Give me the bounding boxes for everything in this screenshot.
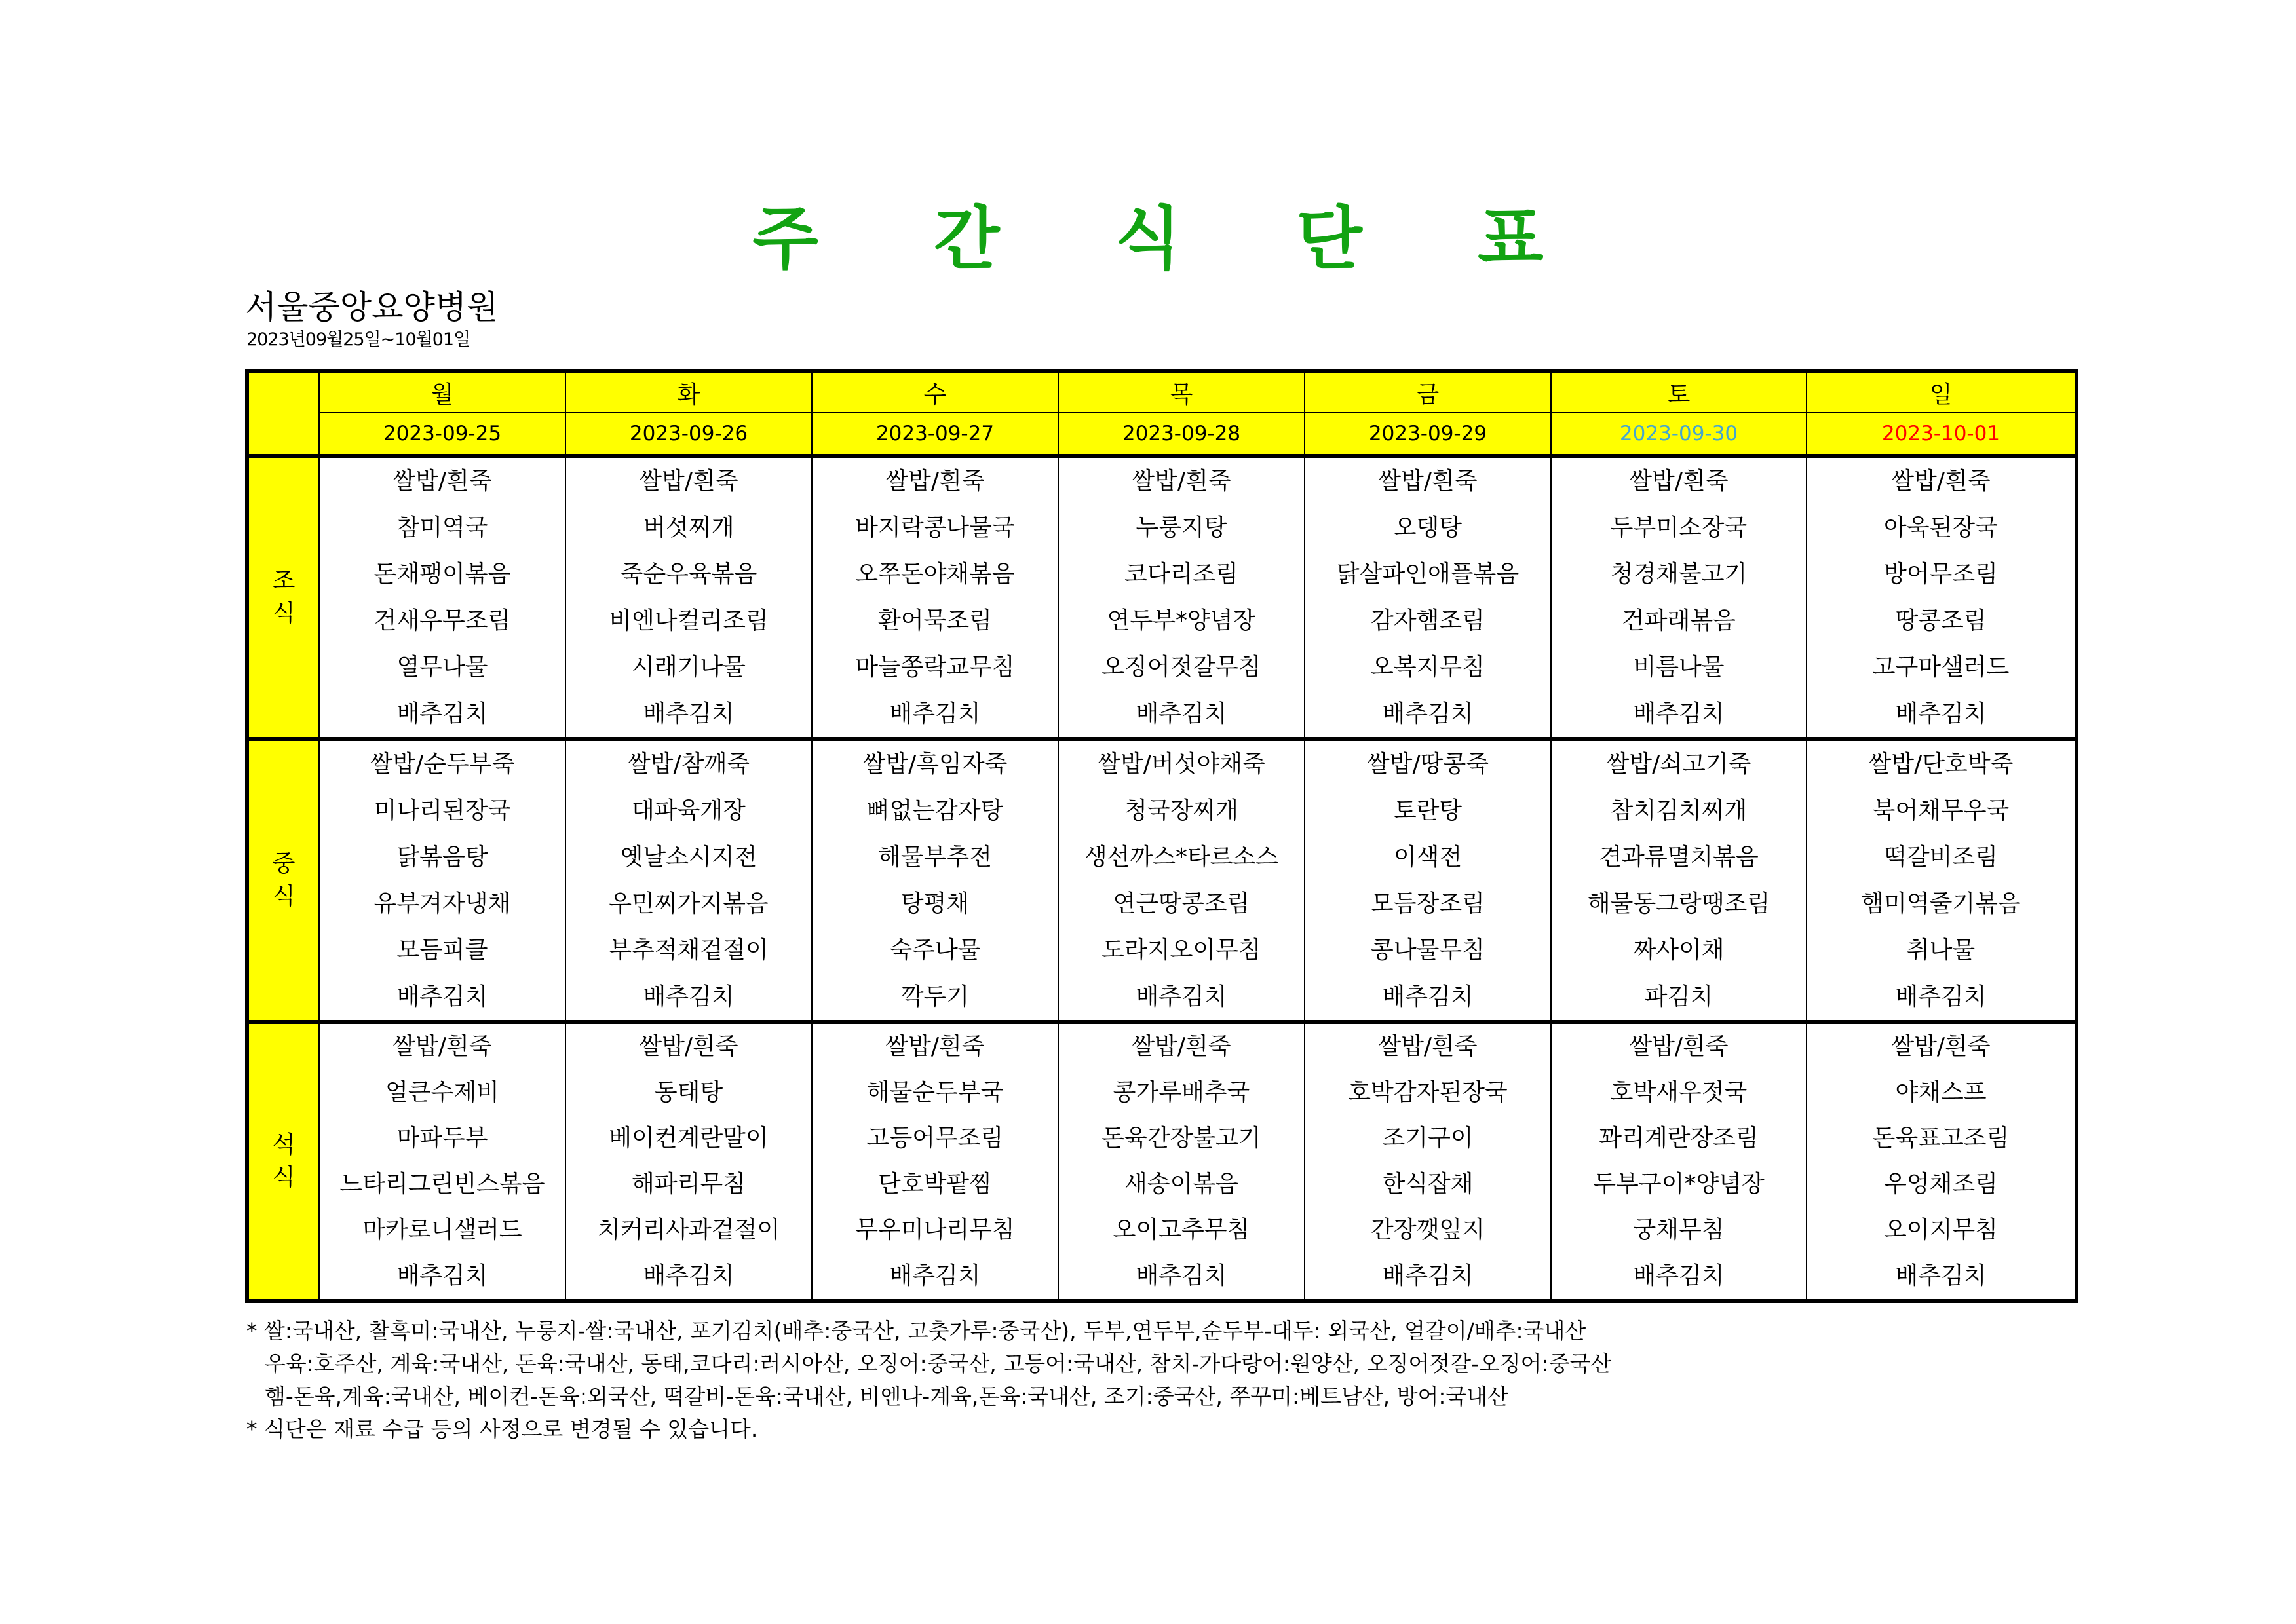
menu-cell xyxy=(319,739,565,1022)
menu-item: 쌀밥/흰죽 xyxy=(392,467,492,495)
menu-item: 버섯찌개 xyxy=(643,514,735,541)
menu-item: 동태탕 xyxy=(654,1079,723,1106)
note-line: * 식단은 재료 수급 등의 사정으로 변경될 수 있습니다. xyxy=(246,1416,758,1442)
meal-label-breakfast xyxy=(247,456,319,739)
menu-cell xyxy=(1305,1022,1551,1301)
menu-item: 쌀밥/흰죽 xyxy=(885,467,985,495)
menu-item: 배추김치 xyxy=(396,983,488,1010)
menu-item: 마파두부 xyxy=(396,1125,488,1152)
menu-item: 쌀밥/순두부죽 xyxy=(370,750,515,778)
menu-cell xyxy=(1807,739,2076,1022)
menu-item: 모듬피클 xyxy=(396,936,488,964)
menu-cell xyxy=(565,1022,812,1301)
date-mon: 2023-09-25 xyxy=(319,413,565,456)
menu-cell xyxy=(1058,456,1305,739)
date-sat: 2023-09-30 xyxy=(1551,413,1807,456)
menu-cell xyxy=(565,739,812,1022)
menu-item: 배추김치 xyxy=(1382,983,1474,1010)
menu-cell xyxy=(812,1022,1058,1301)
date-tue: 2023-09-26 xyxy=(565,413,812,456)
menu-item: 탕평채 xyxy=(900,890,970,917)
menu-item: 마늘쫑락교무침 xyxy=(855,653,1015,681)
meal-row-breakfast xyxy=(247,456,2076,739)
menu-item: 오이고추무침 xyxy=(1113,1217,1250,1243)
menu-item: 닭볶음탕 xyxy=(396,843,488,871)
menu-item: 쌀밥/땅콩죽 xyxy=(1366,750,1489,778)
menu-item: 견과류멸치볶음 xyxy=(1599,843,1759,871)
menu-item: 우엉채조림 xyxy=(1884,1171,1998,1198)
note-line: * 쌀:국내산, 찰흑미:국내산, 누룽지-쌀:국내산, 포기김치(배추:중국산, 고춧가루:중국산), 두부,연두부,순두부-대두: 외국산, 얼갈이/배추:국내산 xyxy=(246,1318,1586,1344)
menu-item: 배추김치 xyxy=(889,700,981,727)
meal-label-char: 식 xyxy=(272,1164,296,1191)
menu-item: 배추김치 xyxy=(1136,983,1227,1010)
menu-item: 돈채팽이볶음 xyxy=(373,560,511,588)
note-line: 우육:호주산, 계육:국내산, 돈육:국내산, 동태,코다리:러시아산, 오징어:중국산, 고등어:국내산, 참치-가다랑어:원양산, 오징어젓갈-오징어:중국산 xyxy=(265,1351,1612,1376)
menu-item: 참미역국 xyxy=(396,514,488,541)
menu-item: 해파리무침 xyxy=(632,1171,746,1198)
menu-item: 배추김치 xyxy=(1895,700,1987,727)
menu-item: 쌀밥/흰죽 xyxy=(1891,1033,1991,1060)
menu-item: 토란탕 xyxy=(1393,797,1463,824)
menu-item: 건파래볶음 xyxy=(1622,607,1736,634)
menu-item: 오복지무침 xyxy=(1371,653,1485,681)
menu-item: 배추김치 xyxy=(1633,700,1725,727)
menu-item: 파김치 xyxy=(1644,983,1713,1010)
menu-item: 환어묵조림 xyxy=(878,607,992,634)
menu-item: 유부겨자냉채 xyxy=(373,890,511,917)
menu-item: 배추김치 xyxy=(1895,1262,1987,1289)
menu-item: 조기구이 xyxy=(1382,1125,1474,1152)
menu-item: 미나리된장국 xyxy=(373,797,511,824)
menu-item: 오쭈돈야채볶음 xyxy=(855,560,1015,588)
page-title: 주 간 식 단 표 xyxy=(752,198,1590,278)
date-sun: 2023-10-01 xyxy=(1807,413,2076,456)
menu-item: 마카로니샐러드 xyxy=(362,1217,522,1243)
menu-item: 오이지무침 xyxy=(1884,1217,1998,1243)
menu-item: 고등어무조림 xyxy=(866,1125,1004,1152)
menu-item: 짜사이채 xyxy=(1633,936,1725,964)
menu-item: 배추김치 xyxy=(1136,700,1227,727)
menu-cell xyxy=(812,739,1058,1022)
menu-cell xyxy=(319,456,565,739)
menu-item: 대파육개장 xyxy=(632,797,746,824)
menu-item: 뼈없는감자탕 xyxy=(866,797,1004,824)
note-line: 햄-돈육,계육:국내산, 베이컨-돈육:외국산, 떡갈비-돈육:국내산, 비엔나-계육,돈육:국내산, 조기:중국산, 쭈꾸미:베트남산, 방어:국내산 xyxy=(265,1384,1509,1409)
menu-cell xyxy=(1551,456,1807,739)
day-label-wed: 수 xyxy=(812,371,1058,413)
menu-item: 해물동그랑땡조림 xyxy=(1587,890,1770,917)
date-fri: 2023-09-29 xyxy=(1305,413,1551,456)
menu-item: 도라지오이무침 xyxy=(1101,936,1261,964)
menu-item: 두부구이*양념장 xyxy=(1593,1171,1765,1198)
menu-item: 청국장찌개 xyxy=(1124,797,1238,824)
menu-item: 쌀밥/흰죽 xyxy=(1378,467,1478,495)
menu-item: 한식잡채 xyxy=(1382,1171,1474,1198)
menu-item: 비름나물 xyxy=(1633,653,1725,681)
menu-item: 우민찌가지볶음 xyxy=(609,890,769,917)
menu-item: 배추김치 xyxy=(396,700,488,727)
menu-cell xyxy=(1807,456,2076,739)
menu-item: 쌀밥/흰죽 xyxy=(1132,467,1231,495)
meal-label-lunch xyxy=(247,739,319,1022)
menu-item: 호박감자된장국 xyxy=(1348,1079,1508,1106)
menu-item: 쌀밥/흰죽 xyxy=(639,1033,738,1060)
meal-row-lunch xyxy=(247,739,2076,1022)
menu-cell xyxy=(1305,456,1551,739)
menu-item: 배추김치 xyxy=(396,1262,488,1289)
menu-cell xyxy=(1305,739,1551,1022)
day-label-sat: 토 xyxy=(1551,371,1807,413)
menu-cell xyxy=(1058,1022,1305,1301)
menu-item: 쌀밥/흰죽 xyxy=(1378,1033,1478,1060)
menu-item: 돈육표고조림 xyxy=(1872,1125,2010,1152)
corner-cell xyxy=(247,371,319,456)
menu-item: 떡갈비조림 xyxy=(1884,843,1998,871)
menu-item: 얼큰수제비 xyxy=(385,1079,499,1106)
menu-item: 옛날소시지전 xyxy=(620,843,757,871)
meal-label-dinner xyxy=(247,1022,319,1301)
menu-item: 연두부*양념장 xyxy=(1107,607,1256,634)
menu-item: 쌀밥/흰죽 xyxy=(1629,1033,1729,1060)
menu-item: 새송이볶음 xyxy=(1124,1171,1238,1198)
menu-item: 오징어젓갈무침 xyxy=(1101,653,1261,681)
date-header-row xyxy=(247,413,2076,456)
menu-item: 감자햄조림 xyxy=(1371,607,1485,634)
date-thu: 2023-09-28 xyxy=(1058,413,1305,456)
menu-item: 콩나물무침 xyxy=(1371,936,1485,964)
menu-item: 닭살파인애플볶음 xyxy=(1336,560,1520,588)
menu-item: 죽순우육볶음 xyxy=(620,560,757,588)
menu-item: 비엔나컬리조림 xyxy=(609,607,769,634)
meal-label-char: 식 xyxy=(272,600,296,627)
menu-item: 궁채무침 xyxy=(1633,1217,1725,1243)
menu-item: 청경채불고기 xyxy=(1610,560,1748,588)
menu-item: 콩가루배추국 xyxy=(1113,1079,1250,1106)
menu-item: 참치김치찌개 xyxy=(1610,797,1748,824)
menu-item: 연근땅콩조림 xyxy=(1113,890,1250,917)
menu-item: 누룽지탕 xyxy=(1136,514,1227,541)
menu-item: 모듬장조림 xyxy=(1371,890,1485,917)
menu-item: 쌀밥/흰죽 xyxy=(392,1033,492,1060)
menu-item: 북어채무우국 xyxy=(1872,797,2010,824)
menu-item: 생선까스*타르소스 xyxy=(1084,843,1279,871)
menu-cell xyxy=(319,1022,565,1301)
menu-item: 쌀밥/흰죽 xyxy=(1132,1033,1231,1060)
menu-item: 배추김치 xyxy=(643,983,735,1010)
menu-item: 배추김치 xyxy=(889,1262,981,1289)
menu-item: 치커리사과겉절이 xyxy=(597,1217,780,1243)
meal-label-char: 중 xyxy=(272,850,296,877)
meal-row-dinner xyxy=(247,1022,2076,1301)
menu-cell xyxy=(1551,739,1807,1022)
menu-cell xyxy=(565,456,812,739)
menu-item: 건새우무조림 xyxy=(373,607,511,634)
menu-item: 시래기나물 xyxy=(632,653,746,681)
menu-item: 꽈리계란장조림 xyxy=(1599,1125,1759,1152)
menu-item: 방어무조림 xyxy=(1884,560,1998,588)
menu-item: 고구마샐러드 xyxy=(1872,653,2010,681)
menu-item: 쌀밥/단호박죽 xyxy=(1868,750,2014,778)
menu-item: 배추김치 xyxy=(1136,1262,1227,1289)
menu-item: 배추김치 xyxy=(1382,700,1474,727)
menu-item: 부추적채겉절이 xyxy=(609,936,769,964)
menu-item: 쌀밥/쇠고기죽 xyxy=(1606,750,1751,778)
day-label-mon: 월 xyxy=(319,371,565,413)
menu-item: 오뎅탕 xyxy=(1393,514,1463,541)
menu-item: 베이컨계란말이 xyxy=(609,1125,769,1152)
menu-item: 단호박팥찜 xyxy=(878,1171,992,1198)
date-wed: 2023-09-27 xyxy=(812,413,1058,456)
menu-cell xyxy=(1551,1022,1807,1301)
weekly-menu-table xyxy=(245,369,2078,1303)
menu-item: 해물순두부국 xyxy=(866,1079,1004,1106)
menu-item: 이색전 xyxy=(1393,843,1463,871)
menu-item: 아욱된장국 xyxy=(1884,514,1998,541)
menu-item: 쌀밥/참깨죽 xyxy=(627,750,750,778)
day-label-thu: 목 xyxy=(1058,371,1305,413)
menu-item: 배추김치 xyxy=(1382,1262,1474,1289)
hospital-name: 서울중앙요양병원 xyxy=(245,288,499,326)
menu-item: 숙주나물 xyxy=(889,936,981,964)
menu-cell xyxy=(812,456,1058,739)
menu-cell xyxy=(1058,739,1305,1022)
menu-item: 무우미나리무침 xyxy=(855,1217,1015,1243)
day-label-sun: 일 xyxy=(1807,371,2076,413)
day-label-fri: 금 xyxy=(1305,371,1551,413)
menu-item: 깍두기 xyxy=(900,983,970,1010)
menu-item: 배추김치 xyxy=(643,1262,735,1289)
menu-item: 배추김치 xyxy=(643,700,735,727)
menu-item: 바지락콩나물국 xyxy=(855,514,1015,541)
menu-item: 쌀밥/흰죽 xyxy=(639,467,738,495)
menu-item: 쌀밥/흰죽 xyxy=(1891,467,1991,495)
menu-item: 쌀밥/버섯야채죽 xyxy=(1098,750,1265,778)
day-header-row xyxy=(247,371,2076,413)
menu-item: 해물부추전 xyxy=(878,843,992,871)
menu-item: 배추김치 xyxy=(1633,1262,1725,1289)
menu-item: 돈육간장불고기 xyxy=(1101,1125,1261,1152)
menu-item: 간장깻잎지 xyxy=(1371,1217,1485,1243)
menu-item: 쌀밥/흰죽 xyxy=(1629,467,1729,495)
menu-item: 호박새우젓국 xyxy=(1610,1079,1748,1106)
menu-item: 두부미소장국 xyxy=(1610,514,1748,541)
menu-cell xyxy=(1807,1022,2076,1301)
meal-label-char: 식 xyxy=(272,883,296,910)
meal-label-char: 석 xyxy=(272,1131,296,1158)
menu-item: 땅콩조림 xyxy=(1895,607,1987,634)
menu-item: 햄미역줄기볶음 xyxy=(1861,890,2021,917)
menu-item: 열무나물 xyxy=(396,653,488,681)
meal-label-char: 조 xyxy=(272,567,296,594)
menu-item: 배추김치 xyxy=(1895,983,1987,1010)
menu-item: 느타리그린빈스볶음 xyxy=(339,1171,545,1198)
menu-item: 취나물 xyxy=(1906,936,1976,964)
menu-item: 쌀밥/흑임자죽 xyxy=(862,750,1008,778)
menu-item: 야채스프 xyxy=(1895,1079,1987,1106)
menu-item: 쌀밥/흰죽 xyxy=(885,1033,985,1060)
origin-notes xyxy=(246,1315,1611,1446)
menu-period: 2023년09월25일~10월01일 xyxy=(246,330,470,350)
menu-item: 코다리조림 xyxy=(1124,560,1238,588)
day-label-tue: 화 xyxy=(565,371,812,413)
